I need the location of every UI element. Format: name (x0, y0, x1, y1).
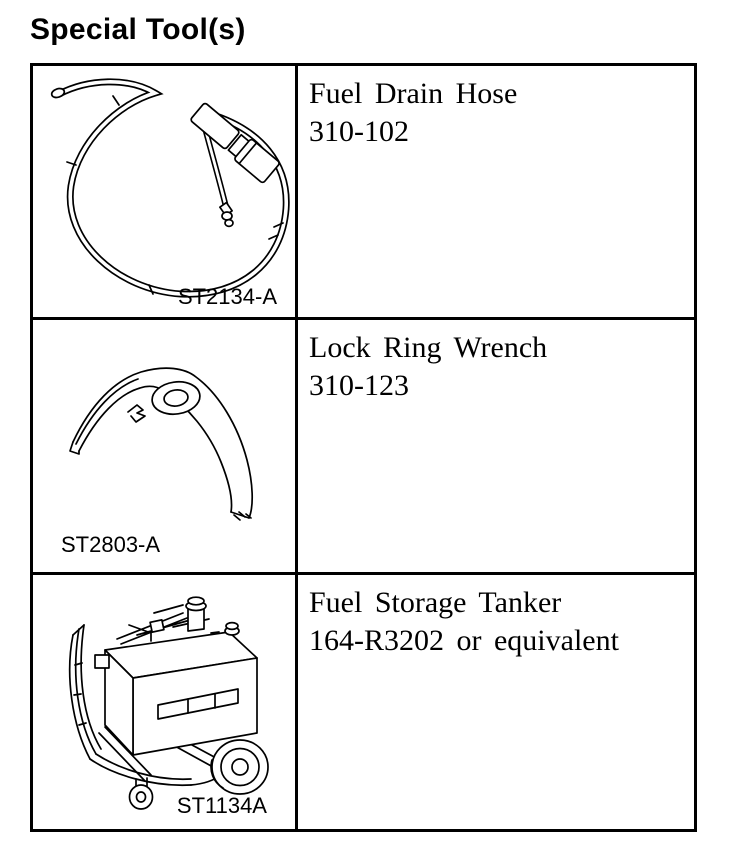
tool-illustration-label: ST1134A (176, 792, 267, 818)
tool-name: Fuel Drain Hose (309, 77, 518, 110)
tool-number: 310-102 (309, 115, 409, 148)
tool-name: Lock Ring Wrench (309, 331, 548, 365)
tool-name: Fuel Storage Tanker (309, 585, 562, 619)
tool-description-cell (298, 66, 694, 317)
tool-illustration-label: ST2134-A (177, 284, 277, 310)
tool-description-cell (298, 575, 694, 829)
tool-illustration-cell (33, 66, 298, 317)
tool-illustration-cell (33, 575, 298, 829)
tool-illustration-label: ST2803-A (61, 531, 161, 557)
tool-illustration-cell (33, 320, 298, 571)
tool-number: 164-R3202 or equivalent (309, 623, 619, 657)
tool-number: 310-123 (309, 369, 409, 403)
page-title: Special Tool(s) (30, 13, 246, 46)
tool-row-fuel-drain-hose (33, 66, 694, 320)
tool-description-cell (298, 320, 694, 571)
special-tools-table (30, 63, 697, 832)
fuel-storage-tanker-icon (33, 575, 298, 827)
fuel-drain-hose-icon (33, 66, 298, 317)
tool-row-lock-ring-wrench (33, 320, 694, 574)
tool-row-fuel-storage-tanker (33, 575, 694, 829)
